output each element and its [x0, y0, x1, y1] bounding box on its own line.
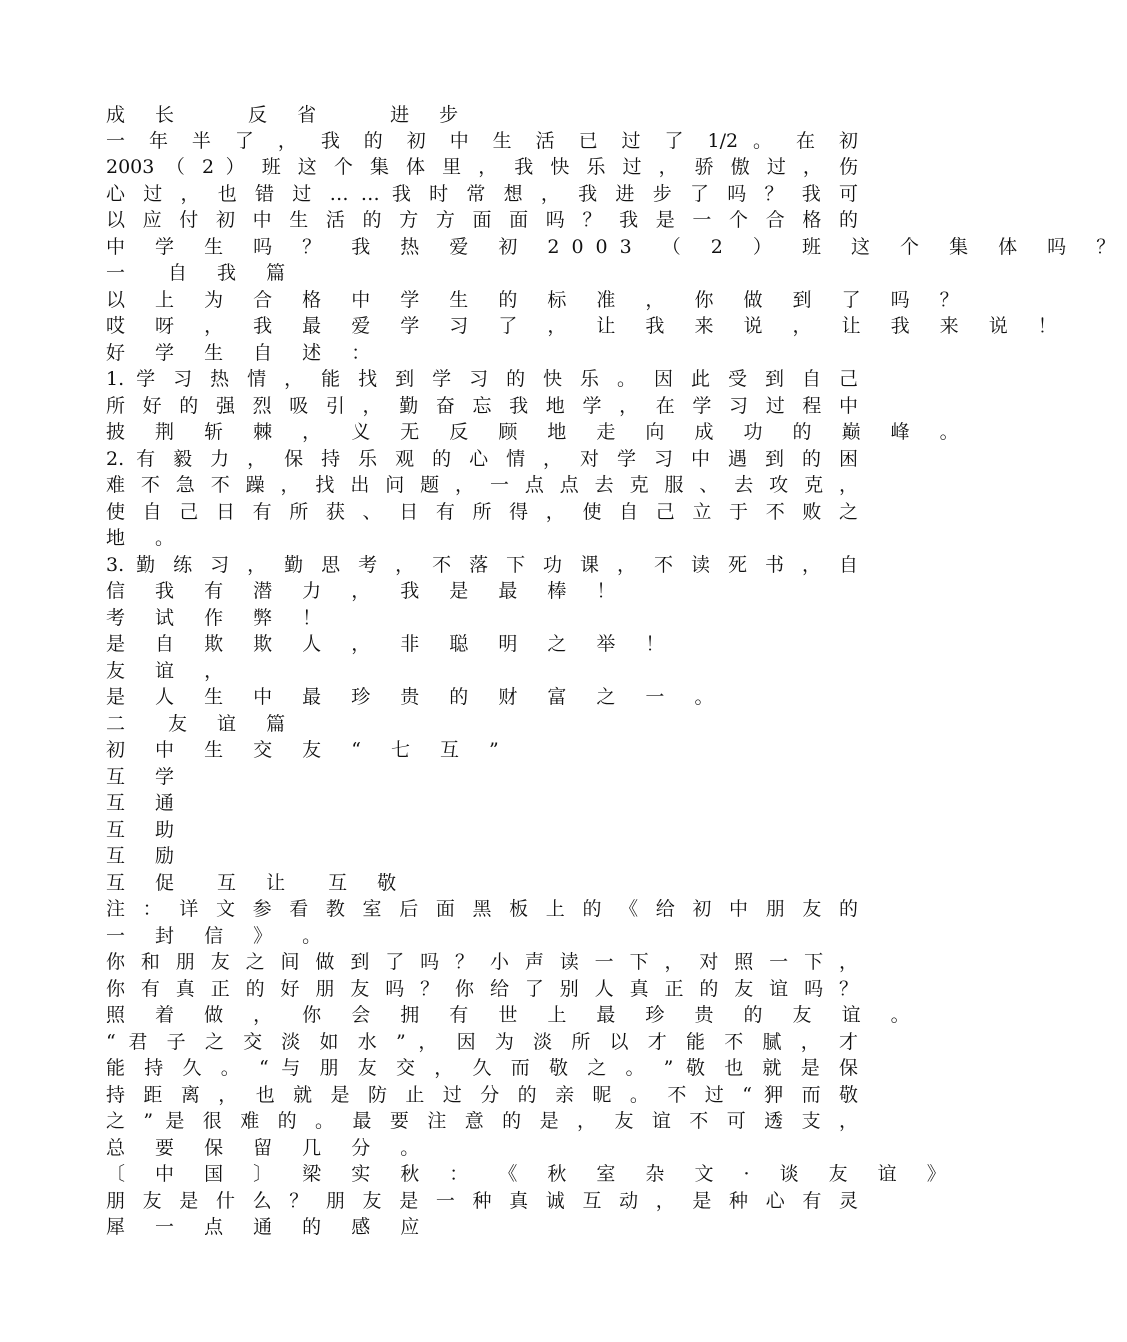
text-line: 难 不 急 不 躁 ， 找 出 问 题 ， 一 点 点 去 克 服 、 去 攻 克 ，: [106, 474, 858, 496]
text-line: 互 学: [106, 766, 187, 788]
text-line: 犀 一 点 通 的 感 应: [106, 1216, 432, 1238]
text-line: 初 中 生 交 友 “ 七 互 ”: [106, 739, 511, 761]
text-line: “ 君 子 之 交 淡 如 水 ” ， 因 为 淡 所 以 才 能 不 腻 ， 才: [106, 1031, 858, 1053]
text-line: 你 和 朋 友 之 间 做 到 了 吗 ？ 小 声 读 一 下 ， 对 照 一 下 ，: [106, 951, 858, 973]
text-line: 注 ： 详 文 参 看 教 室 后 面 黑 板 上 的 《 给 初 中 朋 友 的: [106, 898, 858, 920]
text-line: 互 助: [106, 819, 187, 841]
text-line: 以 上 为 合 格 中 学 生 的 标 准 ， 你 做 到 了 吗 ？: [106, 289, 971, 311]
document-title: 成 长 反 省 进 步: [106, 104, 471, 126]
text-line: 你 有 真 正 的 好 朋 友 吗 ？ 你 给 了 别 人 真 正 的 友 谊 吗 ？: [106, 978, 858, 1000]
text-line: 信 我 有 潜 力 ， 我 是 最 棒 ！: [106, 580, 628, 602]
text-line: 2. 有 毅 力 ， 保 持 乐 观 的 心 情 ， 对 学 习 中 遇 到 的 困: [106, 448, 858, 470]
text-line: 以 应 付 初 中 生 活 的 方 方 面 面 吗 ？ 我 是 一 个 合 格 的: [106, 209, 858, 231]
text-line: 是 人 生 中 最 珍 贵 的 财 富 之 一 。: [106, 686, 726, 708]
section-heading: 一 自 我 篇: [106, 262, 298, 284]
text-line: 地 。: [106, 527, 187, 549]
text-line: 披 荆 斩 棘 ， 义 无 反 顾 地 走 向 成 功 的 巅 峰 。: [106, 421, 971, 443]
text-line: 2003 （ 2 ） 班 这 个 集 体 里 ， 我 快 乐 过 ， 骄 傲 过 ， 伤: [106, 156, 858, 178]
text-line: 之 ” 是 很 难 的 。 最 要 注 意 的 是 ， 友 谊 不 可 透 支 ，: [106, 1110, 858, 1132]
text-line: 考 试 作 弊 ！: [106, 607, 334, 629]
text-line: 1. 学 习 热 情 ， 能 找 到 学 习 的 快 乐 。 因 此 受 到 自 己: [106, 368, 858, 390]
text-line: 能 持 久 。 “ 与 朋 友 交 ， 久 而 敬 之 。 ” 敬 也 就 是 保: [106, 1057, 858, 1079]
text-line: 朋 友 是 什 么 ？ 朋 友 是 一 种 真 诚 互 动 ， 是 种 心 有 灵: [106, 1190, 858, 1212]
text-line: 心 过 ， 也 错 过 … … 我 时 常 想 ， 我 进 步 了 吗 ？ 我 可: [106, 183, 858, 205]
text-line: 所 好 的 强 烈 吸 引 ， 勤 奋 忘 我 地 学 ， 在 学 习 过 程 中: [106, 395, 858, 417]
text-line: 哎 呀 ， 我 最 爱 学 习 了 ， 让 我 来 说 ， 让 我 来 说 ！: [106, 315, 1069, 337]
text-line: 中 学 生 吗 ？ 我 热 爱 初 2003 （ 2 ） 班 这 个 集 体 吗 ？: [106, 236, 1127, 258]
citation-line: 〔 中 国 〕 梁 实 秋 ： 《 秋 室 杂 文 · 谈 友 谊 》: [106, 1163, 958, 1185]
text-line: 一 封 信 》 。: [106, 925, 334, 947]
text-line: 互 促 互 让 互 敬: [106, 872, 409, 894]
text-line: 3. 勤 练 习 ， 勤 思 考 ， 不 落 下 功 课 ， 不 读 死 书 ， 自: [106, 554, 858, 576]
text-line: 互 通: [106, 792, 187, 814]
text-line: 使 自 己 日 有 所 获 、 日 有 所 得 ， 使 自 己 立 于 不 败 之: [106, 501, 858, 523]
text-line: 友 谊 ，: [106, 660, 236, 682]
text-line: 好 学 生 自 述 ：: [106, 342, 383, 364]
text-line: 一 年 半 了 ， 我 的 初 中 生 活 已 过 了 1/2 。 在 初: [106, 130, 858, 152]
text-line: 持 距 离 ， 也 就 是 防 止 过 分 的 亲 昵 。 不 过 “ 狎 而 敬: [106, 1084, 858, 1106]
text-line: 总 要 保 留 几 分 。: [106, 1137, 432, 1159]
text-line: 照 着 做 ， 你 会 拥 有 世 上 最 珍 贵 的 友 谊 。: [106, 1004, 922, 1026]
section-heading: 二 友 谊 篇: [106, 713, 298, 735]
text-line: 互 励: [106, 845, 187, 867]
text-line: 是 自 欺 欺 人 ， 非 聪 明 之 举 ！: [106, 633, 677, 655]
